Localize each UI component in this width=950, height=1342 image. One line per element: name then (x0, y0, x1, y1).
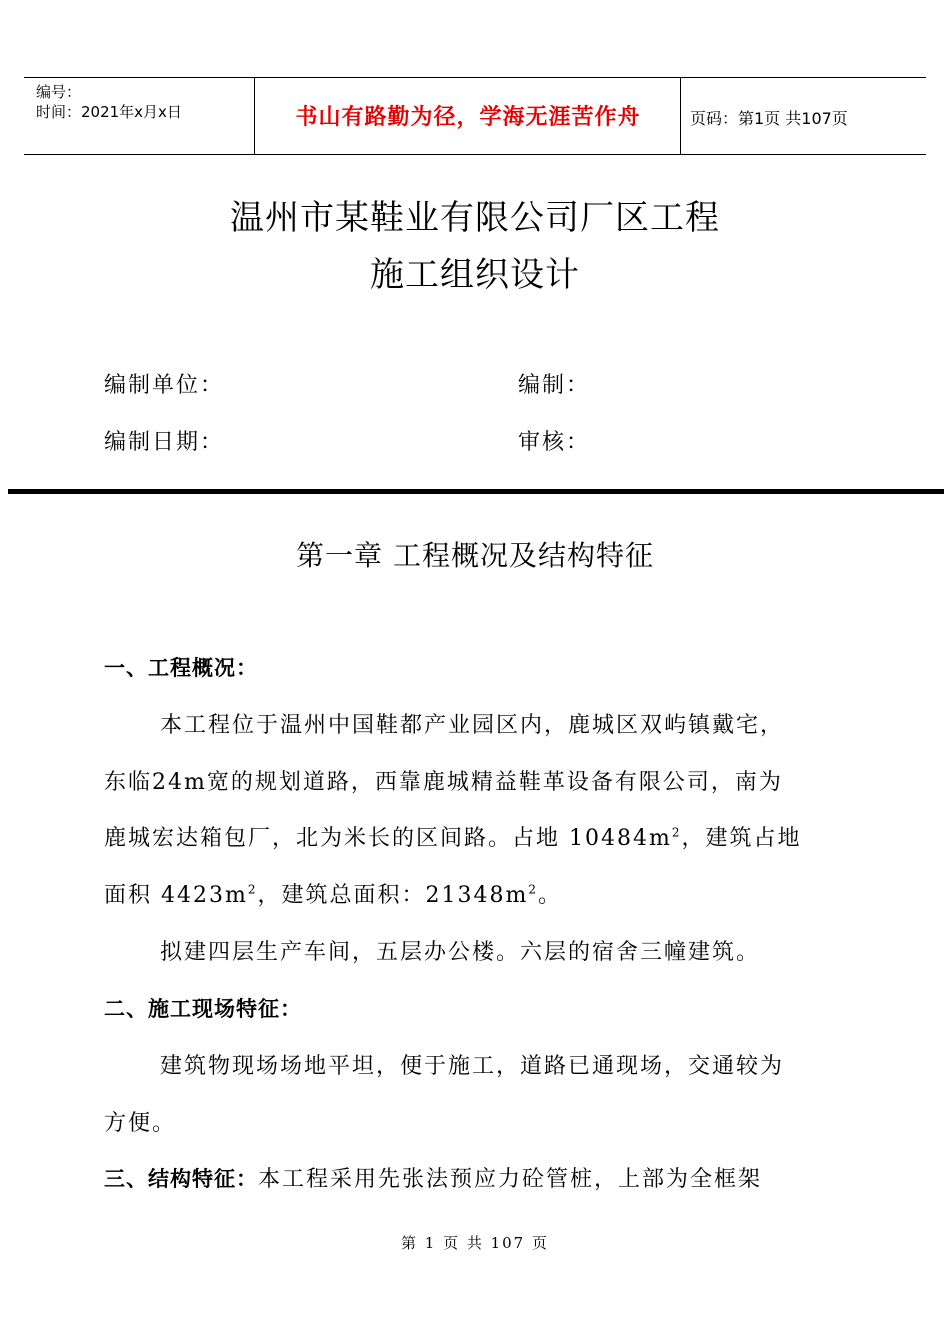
line4-text-c: 。 (537, 883, 562, 908)
superscript-2: 2 (528, 882, 538, 897)
section1-paragraph-line1: 本工程位于温州中国鞋都产业园区内，鹿城区双屿镇戴宅， (160, 713, 785, 738)
header-bottom-border (24, 154, 926, 155)
header-motto: 书山有路勤为径，学海无涯苦作舟 (295, 105, 641, 130)
section3-text: 本工程采用先张法预应力砼管桩，上部为全框架 (258, 1167, 763, 1192)
reviewer-label: 审核： (518, 430, 591, 455)
document-number-label: 编号： (36, 83, 82, 101)
section2-paragraph-line2: 方便。 (104, 1111, 177, 1136)
header-page-info: 页码：第1页 共107页 (690, 109, 848, 128)
line3-text-b: ，建筑占地 (681, 826, 802, 851)
section2-paragraph-line1: 建筑物现场场地平坦，便于施工，道路已通现场，交通较为 (160, 1054, 785, 1079)
header-top-border (24, 77, 926, 78)
section1-paragraph-line5: 拟建四层生产车间，五层办公楼。六层的宿舍三幢建筑。 (160, 940, 761, 965)
section1-paragraph-line2: 东临24m宽的规划道路，西靠鹿城精益鞋革设备有限公司，南为 (104, 770, 783, 795)
section1-paragraph-line3 (104, 821, 802, 852)
compile-date-label: 编制日期： (104, 430, 225, 455)
section-divider-rule (8, 489, 944, 494)
section3-heading: 三、结构特征： (104, 1167, 258, 1191)
line4-text-a: 面积 4423m (104, 883, 248, 908)
superscript-2: 2 (247, 882, 258, 897)
document-title-line2: 施工组织设计 (370, 255, 580, 295)
section2-heading: 二、施工现场特征： (104, 997, 302, 1021)
document-time-label: 时间：2021年x月x日 (36, 103, 182, 121)
section1-heading: 一、工程概况： (104, 656, 258, 680)
compile-unit-label: 编制单位： (104, 373, 225, 398)
page-footer: 第 1 页 共 107 页 (400, 1234, 549, 1252)
header-divider-1 (254, 77, 255, 155)
document-title-line1: 温州市某鞋业有限公司厂区工程 (230, 198, 720, 238)
line4-text-b: ，建筑总面积：21348m (257, 883, 529, 908)
section1-paragraph-line4 (104, 878, 562, 909)
section3-line (104, 1162, 762, 1193)
header-left-cell (36, 82, 182, 122)
superscript-2: 2 (671, 825, 682, 840)
header-divider-2 (680, 77, 681, 155)
editor-label: 编制： (518, 373, 591, 398)
chapter-title: 第一章 工程概况及结构特征 (296, 539, 654, 572)
line3-text-a: 鹿城宏达箱包厂，北为米长的区间路。占地 10484m (104, 826, 672, 851)
